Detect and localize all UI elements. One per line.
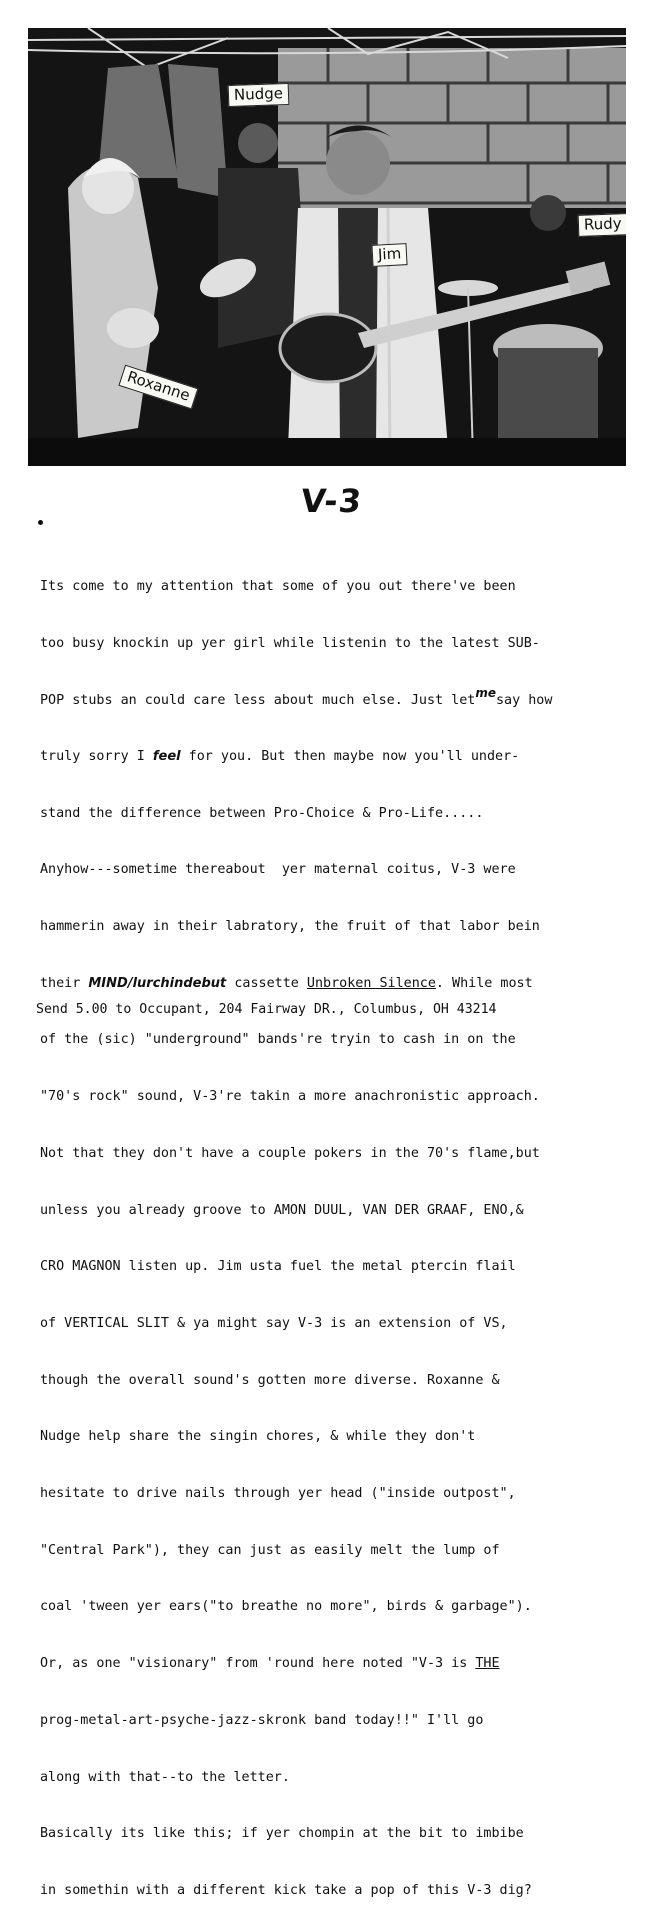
photo-label-jim: Jim — [371, 243, 407, 266]
photo-label-nudge: Nudge — [228, 83, 290, 107]
article-text: cassette — [226, 975, 307, 991]
article-line: hammerin away in their labratory, the fruit of that labor bein — [40, 919, 540, 935]
bullet-dot — [38, 520, 43, 525]
article-line: in somethin with a different kick take a pop of this V-3 dig? — [40, 1882, 532, 1898]
cassette-title: Unbroken Silence — [306, 975, 436, 991]
article-line: though the overall sound's gotten more diverse. Roxanne & — [40, 1372, 500, 1388]
article-line — [40, 686, 640, 710]
article-line: prog-metal-art-psyche-jazz-skronk band today!!" I'll go — [40, 1712, 484, 1728]
article-line: of the (sic) "underground" bands're tryin to cash in on the — [40, 1032, 516, 1048]
article-line: CRO MAGNON listen up. Jim usta fuel the metal ptercin flail — [40, 1259, 516, 1275]
article-text: truly sorry I — [40, 748, 153, 764]
article-line: "70's rock" sound, V-3're takin a more anachronistic approach. — [40, 1089, 540, 1105]
article-text: POP stubs an could care less about much else. Just let — [40, 693, 476, 709]
article-line — [40, 1655, 640, 1674]
article-text: Or, as one "visionary" from 'round here noted "V-3 is — [40, 1656, 476, 1672]
underlined-word: THE — [475, 1656, 500, 1672]
article-line — [40, 975, 640, 994]
article-text: say how — [496, 693, 553, 709]
photo-label-roxanne: Roxanne — [119, 365, 199, 409]
page-title: V-3 — [299, 482, 364, 520]
article-line: Nudge help share the singin chores, & while they don't — [40, 1429, 476, 1445]
article-text: . While most — [435, 975, 533, 991]
article-line: Not that they don't have a couple pokers in the 70's flame,but — [40, 1145, 540, 1161]
band-photo — [28, 28, 626, 466]
handwritten-label: MIND/lurchindebut — [88, 975, 227, 991]
article-line: too busy knockin up yer girl while listenin to the latest SUB- — [40, 635, 540, 651]
article-line: coal 'tween yer ears("to breathe no more", birds & garbage"). — [40, 1599, 532, 1615]
handwritten-insert: me — [475, 686, 496, 701]
article-line: "Central Park"), they can just as easily melt the lump of — [40, 1542, 500, 1558]
handwritten-word: feel — [152, 748, 181, 764]
article-line: of VERTICAL SLIT & ya might say V-3 is an extension of VS, — [40, 1315, 508, 1331]
article-line: Basically its like this; if yer chompin at the bit to imbibe — [40, 1826, 524, 1842]
article-text: their — [40, 975, 89, 991]
article-body — [40, 540, 640, 1920]
article-line: Anyhow---sometime thereabout yer maternal coitus, V-3 were — [40, 862, 516, 878]
article-line: Its come to my attention that some of you out there've been — [40, 578, 516, 594]
article-text: for you. But then maybe now you'll under- — [180, 748, 520, 764]
article-line: unless you already groove to AMON DUUL, VAN DER GRAAF, ENO,& — [40, 1202, 524, 1218]
article-line — [40, 748, 640, 767]
band-photo-art — [28, 28, 626, 466]
mail-order-address: Send 5.00 to Occupant, 204 Fairway DR., Columbus, OH 43214 — [36, 1002, 497, 1017]
article-line: hesitate to drive nails through yer head ("inside outpost", — [40, 1486, 516, 1502]
article-line: along with that--to the letter. — [40, 1769, 290, 1785]
article-line: stand the difference between Pro-Choice & Pro-Life..... — [40, 805, 484, 821]
photo-label-rudy: Rudy — [578, 213, 626, 236]
